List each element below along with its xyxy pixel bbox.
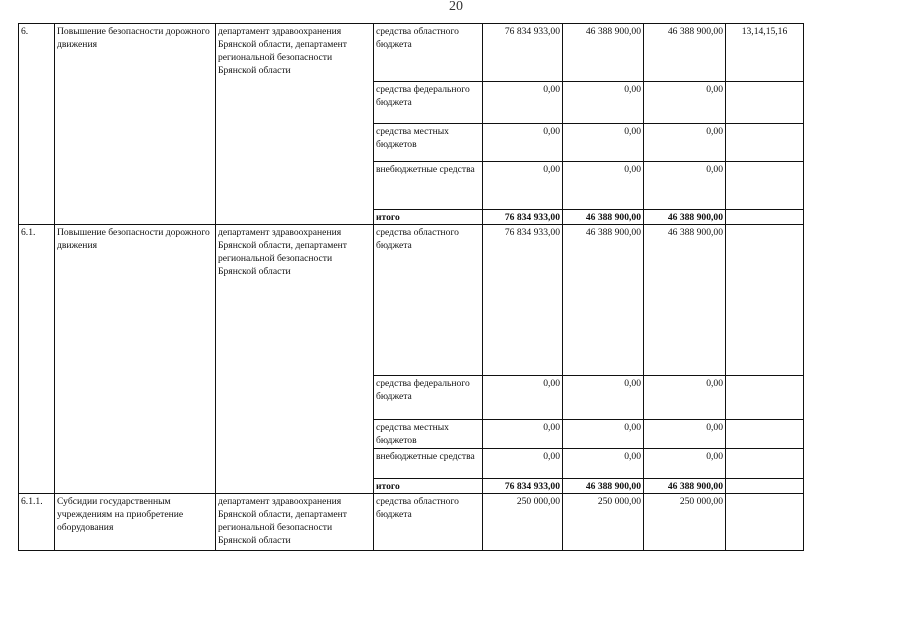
page-number: 20 xyxy=(449,0,463,14)
empty-cell xyxy=(726,162,804,210)
item-executor: департамент здравоохранения Брянской области, департамент региональной безопасности Брянской области xyxy=(216,24,374,225)
funding-source: средства местных бюджетов xyxy=(374,420,483,449)
total-year2: 46 388 900,00 xyxy=(563,479,644,494)
total-label: итого xyxy=(374,210,483,225)
amount-year1: 76 834 933,00 xyxy=(483,24,563,82)
funding-source: средства областного бюджета xyxy=(374,494,483,551)
empty-cell xyxy=(726,124,804,162)
funding-source: средства областного бюджета xyxy=(374,24,483,82)
amount-year3: 0,00 xyxy=(644,449,726,479)
amount-year2: 0,00 xyxy=(563,162,644,210)
total-year3: 46 388 900,00 xyxy=(644,479,726,494)
empty-cell xyxy=(726,420,804,449)
amount-year2: 46 388 900,00 xyxy=(563,24,644,82)
empty-cell xyxy=(726,376,804,420)
item-title: Повышение безопасности дорожного движения xyxy=(55,225,216,494)
item-number: 6.1. xyxy=(19,225,55,494)
amount-year3: 0,00 xyxy=(644,376,726,420)
amount-year3: 0,00 xyxy=(644,162,726,210)
amount-year2: 0,00 xyxy=(563,124,644,162)
funding-source: средства местных бюджетов xyxy=(374,124,483,162)
table-row xyxy=(19,225,804,376)
amount-year3: 0,00 xyxy=(644,420,726,449)
amount-year3: 0,00 xyxy=(644,82,726,124)
empty-cell xyxy=(726,82,804,124)
item-executor: департамент здравоохранения Брянской области, департамент региональной безопасности Брянской области xyxy=(216,494,374,551)
funding-source: средства федерального бюджета xyxy=(374,82,483,124)
empty-cell xyxy=(726,479,804,494)
total-year2: 46 388 900,00 xyxy=(563,210,644,225)
total-year1: 76 834 933,00 xyxy=(483,479,563,494)
amount-year3: 250 000,00 xyxy=(644,494,726,551)
amount-year2: 0,00 xyxy=(563,420,644,449)
amount-year1: 0,00 xyxy=(483,449,563,479)
amount-year1: 0,00 xyxy=(483,124,563,162)
amount-year1: 0,00 xyxy=(483,420,563,449)
amount-year2: 0,00 xyxy=(563,376,644,420)
funding-source: средства областного бюджета xyxy=(374,225,483,376)
amount-year2: 46 388 900,00 xyxy=(563,225,644,376)
amount-year2: 0,00 xyxy=(563,82,644,124)
item-title: Субсидии государственным учреждениям на приобретение оборудования xyxy=(55,494,216,551)
total-label: итого xyxy=(374,479,483,494)
amount-year3: 46 388 900,00 xyxy=(644,225,726,376)
item-executor: департамент здравоохранения Брянской области, департамент региональной безопасности Брянской области xyxy=(216,225,374,494)
amount-year3: 0,00 xyxy=(644,124,726,162)
total-year1: 76 834 933,00 xyxy=(483,210,563,225)
empty-cell xyxy=(726,225,804,376)
amount-year1: 0,00 xyxy=(483,82,563,124)
amount-year3: 46 388 900,00 xyxy=(644,24,726,82)
item-title: Повышение безопасности дорожного движения xyxy=(55,24,216,225)
table-row xyxy=(19,494,804,551)
amount-year1: 76 834 933,00 xyxy=(483,225,563,376)
funding-source: внебюджетные средства xyxy=(374,449,483,479)
amount-year1: 0,00 xyxy=(483,162,563,210)
table-row xyxy=(19,24,804,82)
amount-year1: 250 000,00 xyxy=(483,494,563,551)
total-year3: 46 388 900,00 xyxy=(644,210,726,225)
empty-cell xyxy=(726,210,804,225)
empty-cell xyxy=(726,449,804,479)
indicator-numbers: 13,14,15,16 xyxy=(726,24,804,82)
amount-year2: 250 000,00 xyxy=(563,494,644,551)
item-number: 6.1.1. xyxy=(19,494,55,551)
item-number: 6. xyxy=(19,24,55,225)
budget-table xyxy=(18,23,804,551)
amount-year1: 0,00 xyxy=(483,376,563,420)
funding-source: внебюджетные средства xyxy=(374,162,483,210)
empty-cell xyxy=(726,494,804,551)
amount-year2: 0,00 xyxy=(563,449,644,479)
funding-source: средства федерального бюджета xyxy=(374,376,483,420)
